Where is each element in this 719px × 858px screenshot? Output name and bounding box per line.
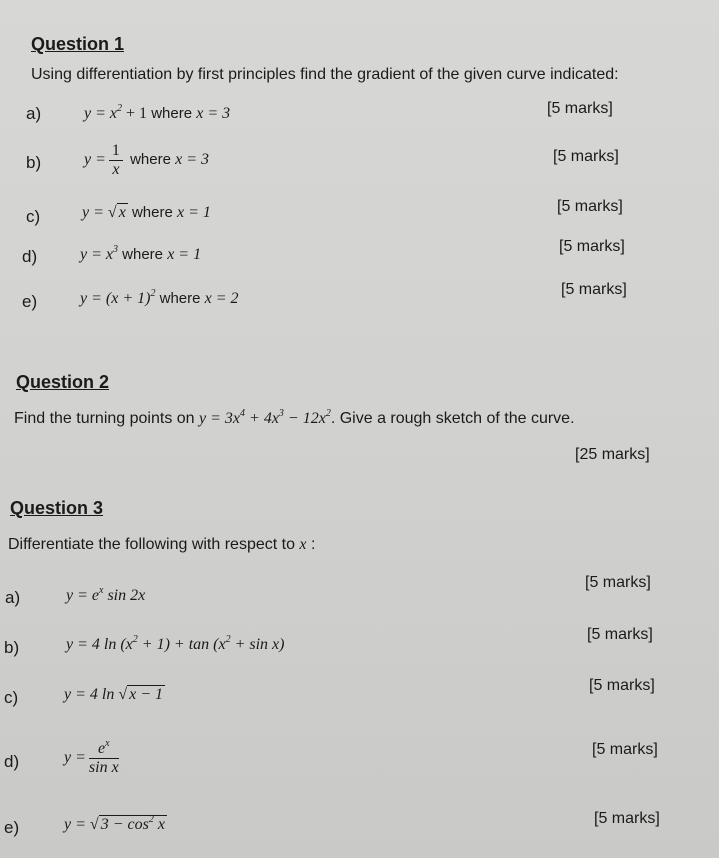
q1-c-equation: y = √ x where x = 1 — [82, 204, 211, 221]
question-1-title: Question 1 — [31, 34, 125, 54]
fraction: $\frac{1}{x}$ — [109, 142, 123, 179]
q1-d-marks: [5 marks] — [559, 238, 625, 255]
question-3-instructions: Differentiate the following with respect to x : — [8, 536, 316, 553]
q1-e-label: e) — [22, 292, 38, 311]
q3-c-equation: y = 4 ln √ x − 1 — [64, 686, 164, 703]
q1-c-marks: [5 marks] — [557, 198, 623, 215]
question-2-title: Question 2 — [16, 372, 110, 392]
q1-b-equation: y = $\frac{1}{x}$ where x = 3 — [84, 142, 210, 178]
sqrt-symbol: √ — [107, 204, 117, 221]
q3-b-label: b) — [4, 638, 20, 657]
q1-b-label: b) — [26, 153, 42, 172]
q3-d-marks: [5 marks] — [592, 741, 658, 758]
q3-b-marks: [5 marks] — [587, 626, 653, 643]
q1-a-equation: $y = x^2 + 1$ where x = 3 — [84, 103, 231, 122]
q1-d-label: d) — [22, 247, 38, 266]
q3-c-label: c) — [4, 688, 19, 707]
question-3-title: Question 3 — [10, 498, 104, 518]
q1-b-marks: [5 marks] — [553, 148, 619, 165]
question-2-text: Find the turning points on $y = 3x^4 + 4x^3 - 12x^2$. Give a rough sketch of the curve. — [14, 408, 575, 427]
q3-a-marks: [5 marks] — [585, 574, 651, 591]
q3-e-equation: y = √ $3 - \cos^2 x$ — [64, 814, 165, 833]
sqrt-symbol: √ — [89, 816, 99, 833]
sqrt-symbol: √ — [118, 686, 128, 703]
q1-c-label: c) — [26, 207, 41, 226]
question-1-instructions: Using differentiation by first principles find the gradient of the given curve indicated: — [31, 66, 619, 83]
q3-d-equation: y = $\frac{e^x}{\text{sin x}}$ — [64, 738, 119, 776]
question-2-marks: [25 marks] — [575, 446, 650, 463]
q3-b-equation: y = 4 $\ln (x^2 + 1) + \tan (x^2 + \sin x)$ — [66, 634, 285, 653]
q3-e-marks: [5 marks] — [594, 810, 660, 827]
q3-d-label: d) — [4, 752, 20, 771]
q3-c-marks: [5 marks] — [589, 677, 655, 694]
q1-e-marks: [5 marks] — [561, 281, 627, 298]
q1-a-marks: [5 marks] — [547, 100, 613, 117]
q3-a-label: a) — [5, 588, 21, 607]
q3-a-equation: $y = e^x$ sin 2x — [66, 585, 146, 604]
fraction: $\frac{e^x}{\text{sin x}}$ — [88, 738, 119, 776]
q1-d-equation: $y = x^3$ where x = 1 — [80, 244, 202, 263]
q1-a-label: a) — [26, 104, 42, 123]
q3-e-label: e) — [4, 818, 20, 837]
q1-e-equation: $y = (x + 1)^2$ where x = 2 — [80, 288, 239, 307]
